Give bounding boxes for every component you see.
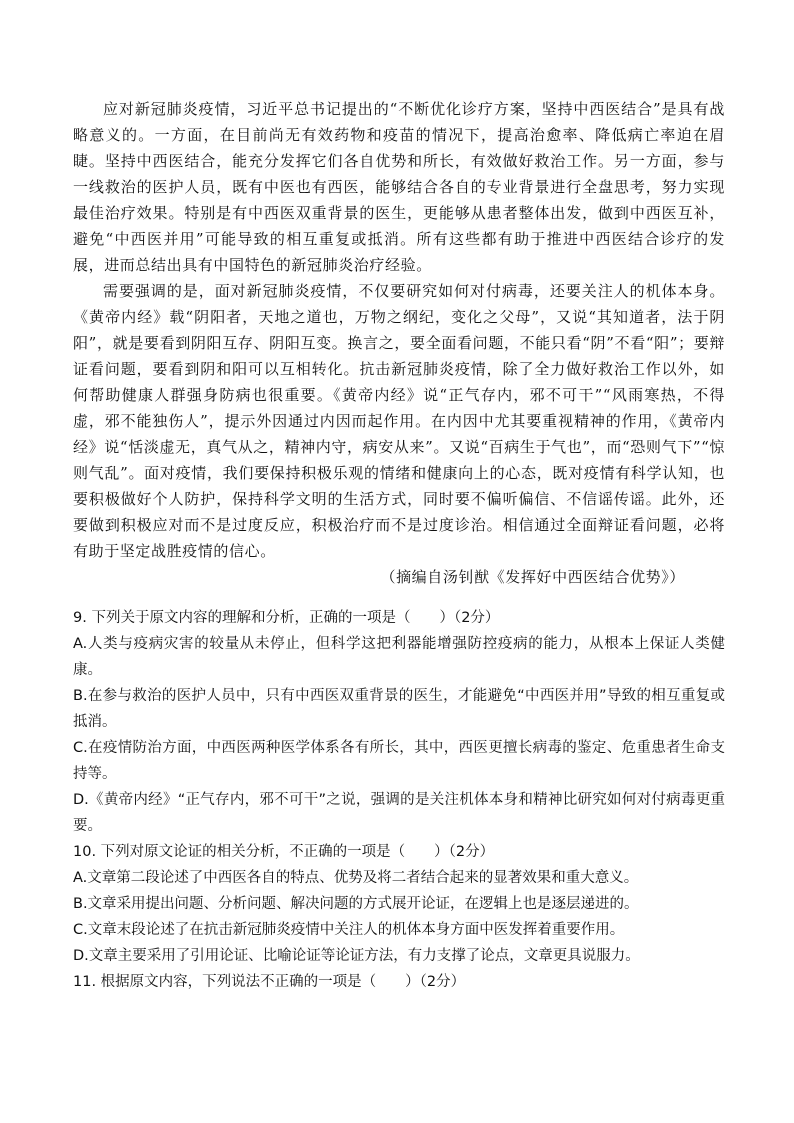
question-10-stem: 10. 下列对原文论证的相关分析，不正确的一项是（ ）（2分）	[73, 844, 495, 860]
question-11-stem: 11. 根据原文内容，下列说法不正确的一项是（ ）（2分）	[73, 974, 466, 990]
passage-paragraph-1: 应对新冠肺炎疫情，习近平总书记提出的“不断优化诊疗方案，坚持中西医结合”是具有战略意义的。一方面，在目前尚无有效药物和疫苗的情况下，提高治愈率、降低病亡率迫在眉睫。坚持中西医结合，能充分发挥它们各自优势和所长，有效做好救治工作。另一方面，参与一线救治的医护人员，既有中医也有西医，能够结合各自的专业背景进行全盘思考，努力实现最佳治疗效果。特别是有中西医双重背景的医生，更能够从患者整体出发，做到中西医互补，避免“中西医并用”可能导致的相互重复或抵消。所有这些都有助于推进中西医结合诊疗的发展，进而总结出具有中国特色的新冠肺炎治疗经验。	[73, 100, 725, 274]
question-9-stem: 9. 下列关于原文内容的理解和分析，正确的一项是（ ）（2分）	[73, 610, 500, 626]
question-section	[73, 605, 725, 995]
question-10-option-d: D.文章主要采用了引用论证、比喻论证等论证方法，有力支撑了论点，文章更具说服力。	[73, 948, 640, 964]
question-10-option-c: C.文章末段论述了在抗击新冠肺炎疫情中关注人的机体本身方面中医发挥着重要作用。	[73, 922, 625, 938]
question-9-option-d: D.《黄帝内经》“正气存内，邪不可干”之说，强调的是关注机体本身和精神比研究如何对付病毒更重要。	[73, 792, 725, 834]
question-9	[73, 605, 725, 839]
question-10-option-b: B.文章采用提出问题、分析问题、解决问题的方式展开论证，在逻辑上也是逐层递进的。	[73, 896, 639, 912]
reading-passage	[73, 96, 725, 590]
question-11	[73, 969, 725, 995]
question-9-option-b: B.在参与救治的医护人员中，只有中西医双重背景的医生，才能避免“中西医并用”导致的相互重复或抵消。	[73, 688, 725, 730]
question-10	[73, 839, 725, 969]
passage-paragraph-2: 需要强调的是，面对新冠肺炎疫情，不仅要研究如何对付病毒，还要关注人的机体本身。《黄帝内经》载“阴阳者，天地之道也，万物之纲纪，变化之父母”，又说“其知道者，法于阴阳”，就是要看到阴阳互存、阴阳互变。换言之，要全面看问题，不能只看“阴”不看“阳”；要辩证看问题，要看到阴和阳可以互相转化。抗击新冠肺炎疫情，除了全力做好救治工作以外，如何帮助健康人群强身防病也很重要。《黄帝内经》说“正气存内，邪不可干”“风雨寒热，不得虚，邪不能独伤人”，提示外因通过内因而起作用。在内因中尤其要重视精神的作用，《黄帝内经》说“恬淡虚无，真气从之，精神内守，病安从来”。又说“百病生于气也”，而“恐则气下”“惊则气乱”。面对疫情，我们要保持积极乐观的情绪和健康向上的心态，既对疫情有科学认知，也要积极做好个人防护，保持科学文明的生活方式，同时要不偏听偏信、不信谣传谣。此外，还要做到积极应对而不是过度反应，积极治疗而不是过度诊治。相信通过全面辩证看问题，必将有助于坚定战胜疫情的信心。	[73, 282, 725, 560]
question-9-option-c: C.在疫情防治方面，中西医两种医学体系各有所长，其中，西医更擅长病毒的鉴定、危重患者生命支持等。	[73, 740, 725, 782]
question-9-option-a: A.人类与疫病灾害的较量从未停止，但科学这把利器能增强防控疫病的能力，从根本上保证人类健康。	[73, 636, 725, 678]
question-10-option-a: A.文章第二段论述了中西医各自的特点、优势及将二者结合起来的显著效果和重大意义。	[73, 870, 639, 886]
passage-source: （摘编自汤钊猷《发挥好中西医结合优势》）	[380, 568, 685, 586]
